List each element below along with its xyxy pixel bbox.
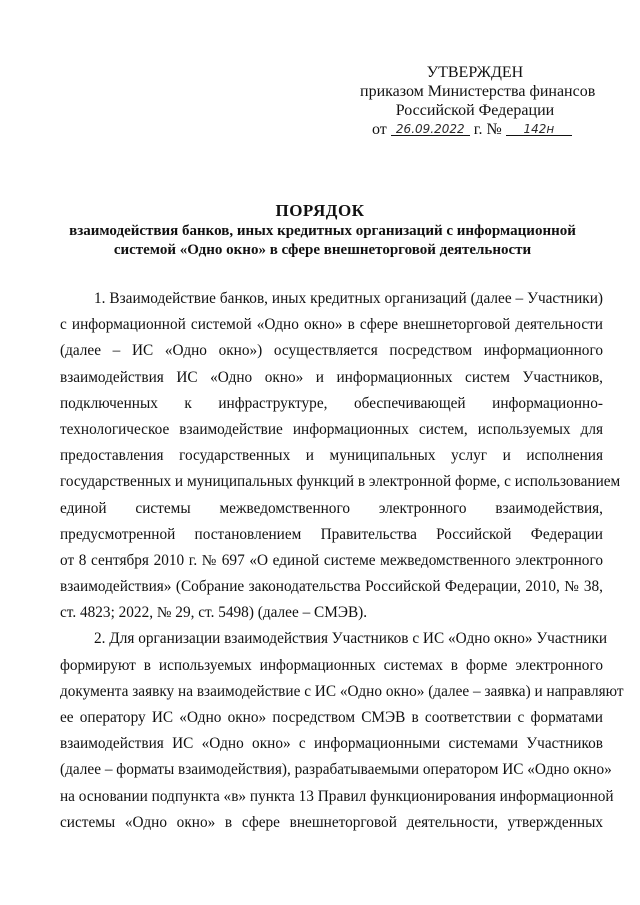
text-line: с информационной системой «Одно окно» в сфере внешнеторговой деятельности [60, 316, 603, 334]
subtitle-line: взаимодействия банков, иных кредитных организаций с информационной [69, 223, 576, 239]
text-line: взаимодействия ИС «Одно окно» с информационными системами Участников [60, 735, 603, 753]
document-title: ПОРЯДОК [275, 201, 365, 220]
handwritten-date: 26.09.2022 [395, 122, 465, 136]
text-line: (далее – ИС «Одно окно») осуществляется посредством информационного [60, 342, 603, 360]
text-line: технологическое взаимодействие информационных систем, используемых для [60, 420, 603, 438]
text-line: на основании подпункта «в» пункта 13 Правил функционирования информационной [60, 787, 614, 805]
text-line: предусмотренной постановлением Правительства Российской Федерации [60, 525, 603, 543]
text-line: единой системы межведомственного электронного взаимодействия, [60, 499, 603, 517]
approval-authority-line: Российской Федерации [395, 102, 555, 119]
number-field [506, 120, 572, 136]
text-line: ст. 4823; 2022, № 29, ст. 5498) (далее – СМЭВ). [60, 604, 368, 622]
approval-date-line [360, 120, 590, 139]
text-line: от 8 сентября 2010 г. № 697 «О единой системе межведомственного электронного [60, 551, 603, 569]
text-line: документа заявку на взаимодействие с ИС «Одно окно» (далее – заявка) и направляют [60, 682, 624, 700]
document-subtitle [50, 222, 595, 260]
paragraph-1 [60, 286, 621, 626]
handwritten-number: 142н [523, 122, 555, 136]
number-prefix: г. № [473, 121, 502, 138]
approval-stamp [360, 63, 596, 139]
approval-order-line: приказом Министерства финансов [360, 83, 596, 100]
text-line: системы «Одно окно» в сфере внешнеторговой деятельности, утвержденных [60, 813, 603, 831]
date-field [391, 120, 470, 136]
text-line: (далее – форматы взаимодействия), разрабатываемыми оператором ИС «Одно окно» [60, 761, 612, 779]
document-body [60, 286, 624, 836]
text-line: подключенных к инфраструктуре, обеспечивающей информационно- [60, 394, 603, 412]
text-line: ее оператору ИС «Одно окно» посредством СМЭВ в соответствии с форматами [60, 709, 603, 726]
text-line: формируют в используемых информационных системах в форме электронного [60, 656, 603, 674]
text-line: 2. Для организации взаимодействия Участников с ИС «Одно окно» Участники [94, 630, 608, 648]
subtitle-line: системой «Одно окно» в сфере внешнеторговой деятельности [113, 242, 532, 258]
text-line: взаимодействия» (Собрание законодательства Российской Федерации, 2010, № 38, [60, 578, 603, 596]
paragraph-2 [60, 626, 624, 836]
text-line: государственных и муниципальных функций в электронной форме, с использованием [60, 473, 621, 491]
approval-heading: УТВЕРЖДЕН [426, 64, 524, 81]
text-line: взаимодействия ИС «Одно окно» и информационных систем Участников, [60, 368, 603, 386]
text-line: предоставления государственных и муниципальных услуг и исполнения [60, 447, 603, 465]
text-line: 1. Взаимодействие банков, иных кредитных организаций (далее – Участники) [94, 290, 603, 307]
date-prefix: от [372, 121, 387, 138]
